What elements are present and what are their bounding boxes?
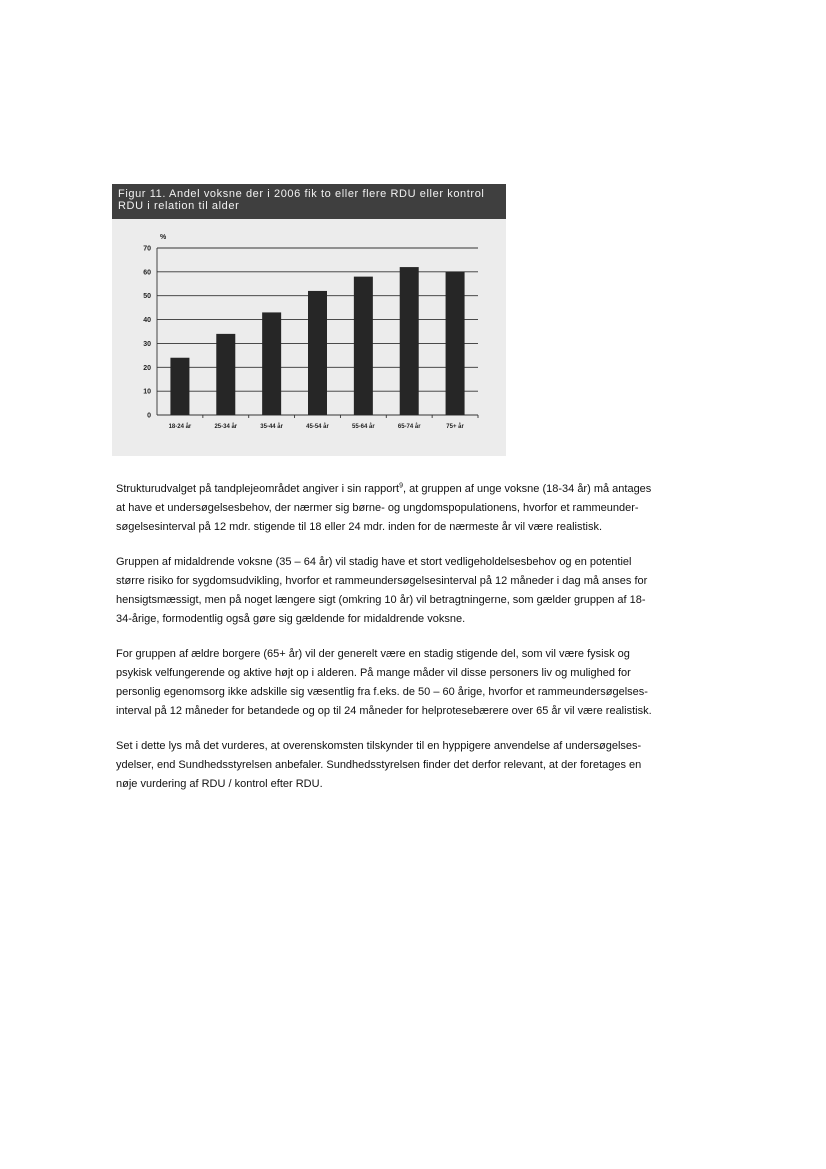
bar-3 bbox=[308, 291, 327, 415]
paragraph-4-line-3: nøje vurdering af RDU / kontrol efter RDU. bbox=[116, 778, 323, 790]
figure-title-line-2: RDU i relation til alder bbox=[118, 200, 240, 212]
x-tick-label-6: 75+ år bbox=[446, 424, 464, 430]
footnote-ref: 9 bbox=[399, 482, 404, 490]
bar-6 bbox=[446, 272, 465, 415]
paragraph-3-line-2: psykisk velfungerende og aktive højt op i alderen. På mange måder vil disse personers liv og mulighed for bbox=[116, 667, 631, 679]
paragraph-1-line-1: Strukturudvalget på tandplejeområdet angiver i sin rapport$^9$, at gruppen af unge voksne (18-34 år) må antages bbox=[116, 482, 652, 495]
paragraph-3-line-1: For gruppen af ældre borgere (65+ år) vil der generelt være en stadig stigende del, som vil være fysisk og bbox=[116, 648, 630, 660]
bar-chart bbox=[112, 219, 506, 456]
figure-title bbox=[112, 184, 506, 219]
paragraph-4-line-2: ydelser, end Sundhedsstyrelsen anbefaler. Sundhedsstyrelsen finder det derfor relevant, at der foretages en bbox=[116, 759, 642, 771]
paragraph-2-line-4: 34-årige, formodentlig også gøre sig gældende for midaldrende voksne. bbox=[116, 613, 466, 625]
x-tick-label-5: 65-74 år bbox=[397, 424, 421, 430]
bar-0 bbox=[170, 358, 189, 415]
x-tick-label-0: 18-24 år bbox=[168, 424, 192, 430]
figure-11 bbox=[112, 184, 506, 456]
paragraph-1 bbox=[116, 480, 716, 537]
paragraph-3-line-4: interval på 12 måneder for betandede og op til 24 måneder for helprotesebærere over 65 år vil være realistisk. bbox=[116, 705, 652, 717]
x-tick-label-2: 35-44 år bbox=[260, 424, 283, 430]
figure-title-line-1: Figur 11. Andel voksne der i 2006 fik to eller flere RDU eller kontrol bbox=[118, 188, 485, 200]
paragraph-4 bbox=[116, 737, 716, 794]
y-tick-label-10: 10 bbox=[143, 388, 151, 396]
paragraph-2-line-1: Gruppen af midaldrende voksne (35 – 64 år) vil stadig have et stort vedligeholdelsesbehov og en potentiel bbox=[116, 556, 632, 568]
paragraph-1-line-3: søgelsesinterval på 12 mdr. stigende til 18 eller 24 mdr. inden for de nærmeste år vil være realistisk. bbox=[116, 521, 603, 533]
y-tick-label-50: 50 bbox=[143, 293, 151, 301]
paragraph-3 bbox=[116, 645, 716, 721]
bar-1 bbox=[216, 334, 235, 415]
x-tick-label-1: 25-34 år bbox=[214, 424, 238, 430]
paragraph-2 bbox=[116, 553, 716, 629]
y-axis-unit-label: % bbox=[160, 234, 167, 241]
x-tick-label-4: 55-64 år bbox=[352, 424, 375, 430]
y-tick-label-30: 30 bbox=[143, 340, 151, 348]
paragraph-2-line-2: større risiko for sygdomsudvikling, hvorfor et rammeundersøgelsesinterval på 12 måneder i dag må anses for bbox=[116, 575, 648, 587]
bar-2 bbox=[262, 312, 281, 415]
y-tick-label-20: 20 bbox=[143, 364, 151, 372]
paragraph-2-line-3: hensigtsmæssigt, men på noget længere sigt (omkring 10 år) vil betragtningerne, som gælder gruppen af 18- bbox=[116, 594, 646, 606]
bar-4 bbox=[354, 277, 373, 415]
y-tick-label-60: 60 bbox=[143, 269, 151, 277]
paragraph-3-line-3: personlig egenomsorg ikke adskille sig væsentlig fra f.eks. de 50 – 60 årige, hvorfor et rammeundersøgelses- bbox=[116, 686, 648, 698]
y-tick-label-0: 0 bbox=[147, 412, 151, 420]
paragraph-1-line-2: at have et undersøgelsesbehov, der nærmer sig børne- og ungdomspopulationens, hvorfor et rammeunder- bbox=[116, 502, 639, 514]
x-tick-label-3: 45-54 år bbox=[306, 424, 329, 430]
y-tick-label-40: 40 bbox=[143, 317, 151, 325]
y-tick-label-70: 70 bbox=[143, 245, 151, 253]
paragraph-4-line-1: Set i dette lys må det vurderes, at overenskomsten tilskynder til en hyppigere anvendelse af undersøgelses- bbox=[116, 740, 642, 752]
bar-5 bbox=[400, 267, 419, 415]
